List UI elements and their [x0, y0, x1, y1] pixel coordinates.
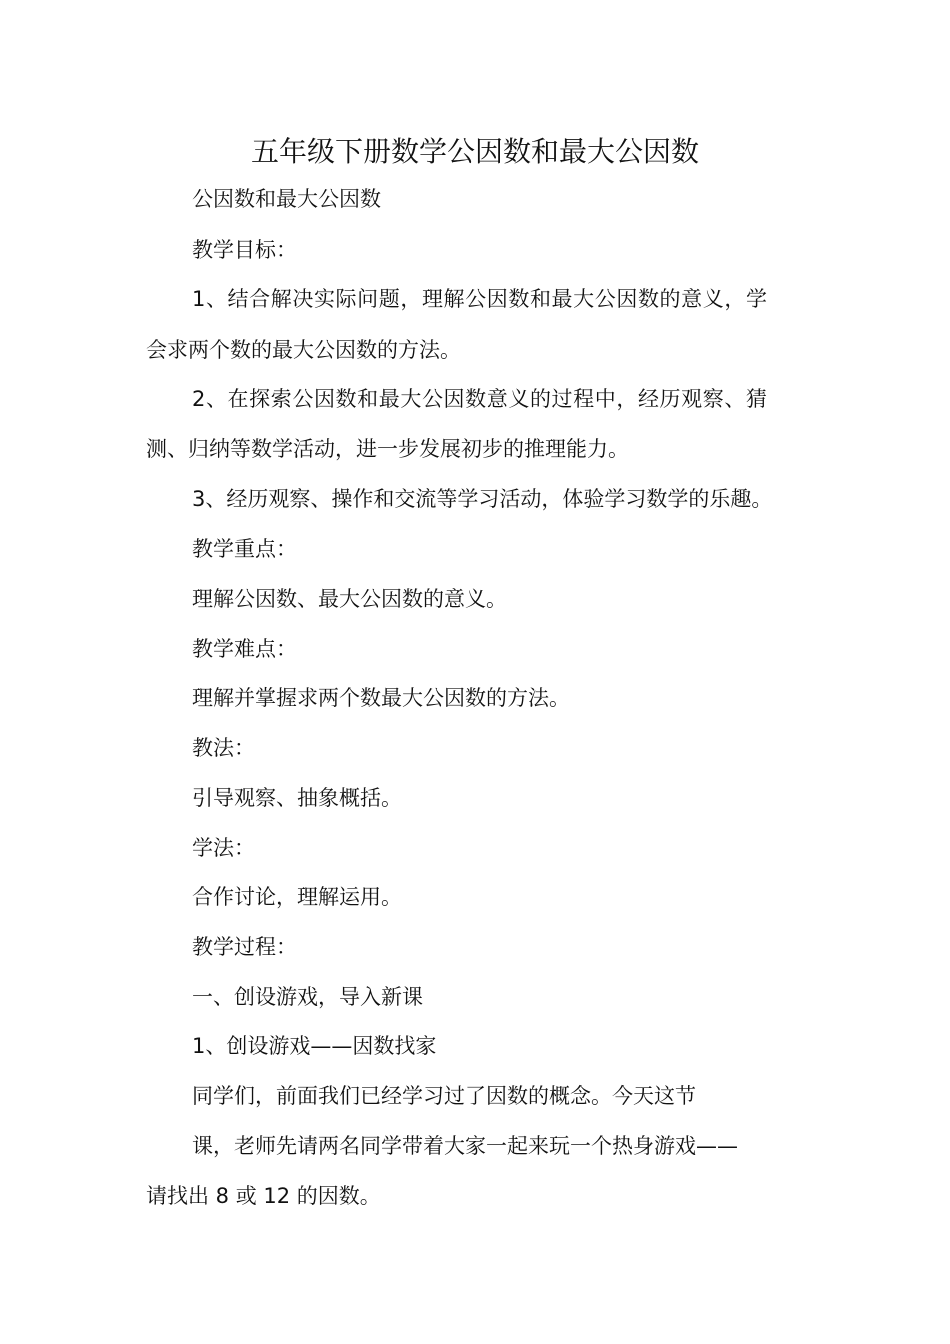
paragraph-line: 1、创设游戏——因数找家: [192, 1034, 437, 1058]
section-heading-teaching-method: 教法：: [192, 736, 255, 760]
paragraph-line: 一、创设游戏，导入新课: [192, 985, 423, 1009]
paragraph-line: 会求两个数的最大公因数的方法。: [146, 338, 461, 362]
section-heading-key-points: 教学重点：: [192, 537, 297, 561]
paragraph-line: 测、归纳等数学活动，进一步发展初步的推理能力。: [146, 437, 629, 461]
subtitle: 公因数和最大公因数: [192, 187, 381, 211]
paragraph-line: 理解并掌握求两个数最大公因数的方法。: [192, 686, 570, 710]
paragraph-line: 合作讨论，理解运用。: [192, 885, 402, 909]
paragraph-line: 理解公因数、最大公因数的意义。: [192, 587, 507, 611]
paragraph-line: 引导观察、抽象概括。: [192, 786, 402, 810]
section-heading-difficulties: 教学难点：: [192, 637, 297, 661]
paragraph-line: 1、结合解决实际问题，理解公因数和最大公因数的意义，学: [192, 287, 768, 311]
paragraph-line: 请找出 8 或 12 的因数。: [146, 1184, 381, 1208]
paragraph-line: 2、在探索公因数和最大公因数意义的过程中，经历观察、猜: [192, 387, 768, 411]
paragraph-line: 3、经历观察、操作和交流等学习活动，体验学习数学的乐趣。: [192, 487, 773, 511]
section-heading-process: 教学过程：: [192, 935, 297, 959]
section-heading-objectives: 教学目标：: [192, 238, 297, 262]
document-title: 五年级下册数学公因数和最大公因数: [250, 135, 699, 168]
section-heading-learning-method: 学法：: [192, 836, 255, 860]
paragraph-line: 课，老师先请两名同学带着大家一起来玩一个热身游戏——: [192, 1134, 738, 1158]
paragraph-line: 同学们，前面我们已经学习过了因数的概念。今天这节: [192, 1084, 696, 1108]
